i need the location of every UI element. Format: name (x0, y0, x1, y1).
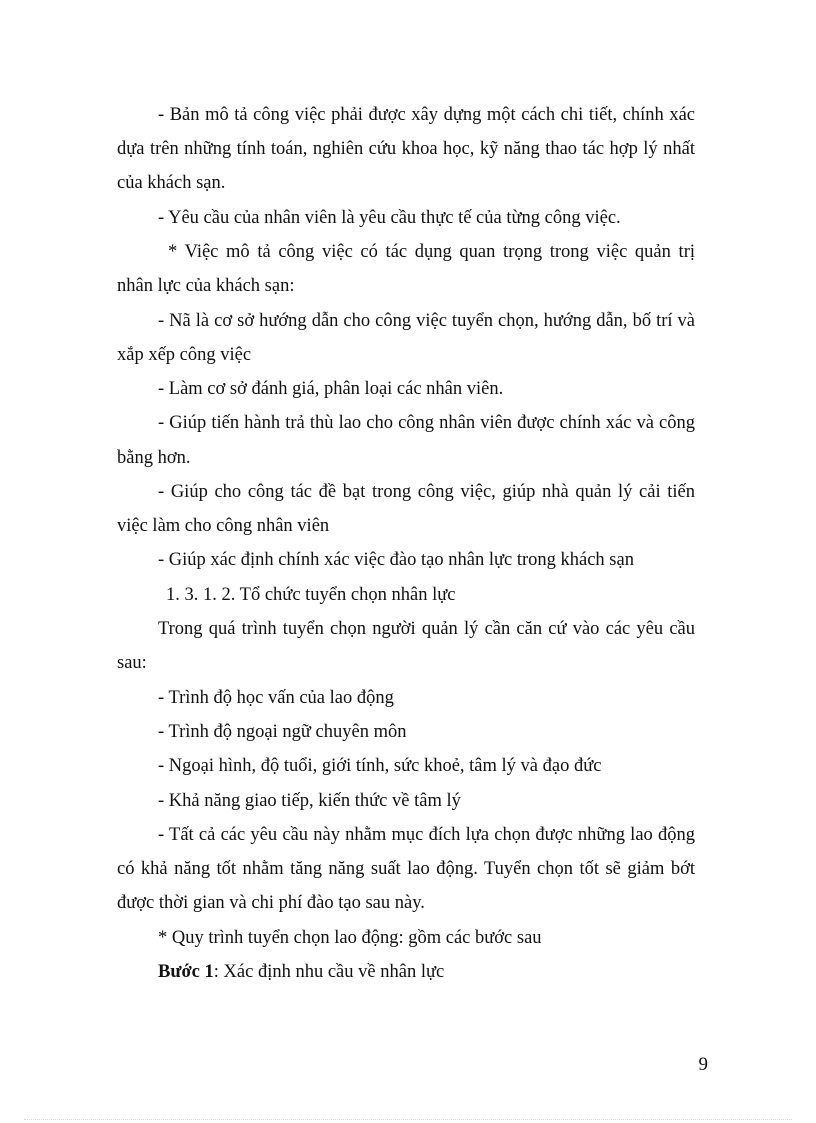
text-line-4: - Yêu cầu của nhân viên là yêu cầu thực tế của từng công việc. (158, 208, 621, 228)
text-line-23: có khả năng tốt nhằm tăng năng suất lao động. Tuyển chọn tốt sẽ giảm bớt (117, 859, 695, 879)
text-line-17: sau: (117, 653, 147, 673)
text-line-13: việc làm cho công nhân viên (117, 516, 330, 536)
text-line-24: được thời gian và chi phí đào tạo sau này. (117, 893, 425, 913)
text-line-25: * Quy trình tuyển chọn lao động: gồm các bước sau (158, 928, 542, 948)
step-text: : Xác định nhu cầu về nhân lực (213, 962, 445, 982)
text-line-6: nhân lực của khách sạn: (117, 276, 295, 296)
text-line-5: * Việc mô tả công việc có tác dụng quan trọng trong việc quản trị (168, 242, 695, 262)
page-bottom-divider (24, 1119, 792, 1120)
text-line-1: - Bản mô tả công việc phải được xây dựng một cách chi tiết, chính xác (158, 105, 695, 125)
text-line-9: - Làm cơ sở đánh giá, phân loại các nhân viên. (158, 379, 504, 399)
text-line-8: xắp xếp công việc (117, 345, 252, 365)
section-heading: 1. 3. 1. 2. Tổ chức tuyển chọn nhân lực (166, 585, 456, 605)
text-line-11: bằng hơn. (117, 448, 191, 468)
text-line-19: - Trình độ ngoại ngữ chuyên môn (158, 722, 407, 742)
text-line-3: của khách sạn. (117, 173, 226, 193)
text-line-2: dựa trên những tính toán, nghiên cứu khoa học, kỹ năng thao tác hợp lý nhất (117, 139, 695, 159)
text-line-18: - Trình độ học vấn của lao động (158, 688, 394, 708)
page-number: 9 (698, 1054, 708, 1075)
text-line-14: - Giúp xác định chính xác việc đào tạo nhân lực trong khách sạn (158, 550, 634, 570)
text-line-21: - Khả năng giao tiếp, kiến thức về tâm lý (158, 791, 461, 811)
step-line (158, 960, 444, 984)
text-line-7: - Nã là cơ sở hướng dẫn cho công việc tuyển chọn, hướng dẫn, bố trí và (158, 311, 695, 331)
step-label: Bước 1 (158, 962, 214, 982)
text-line-20: - Ngoại hình, độ tuổi, giới tính, sức khoẻ, tâm lý và đạo đức (158, 756, 602, 776)
text-line-16: Trong quá trình tuyển chọn người quản lý cần căn cứ vào các yêu cầu (158, 619, 695, 639)
text-line-12: - Giúp cho công tác đề bạt trong công việc, giúp nhà quản lý cải tiến (158, 482, 695, 502)
text-line-10: - Giúp tiến hành trả thù lao cho công nhân viên được chính xác và công (158, 413, 695, 433)
text-line-22: - Tất cả các yêu cầu này nhằm mục đích lựa chọn được những lao động (158, 825, 695, 845)
